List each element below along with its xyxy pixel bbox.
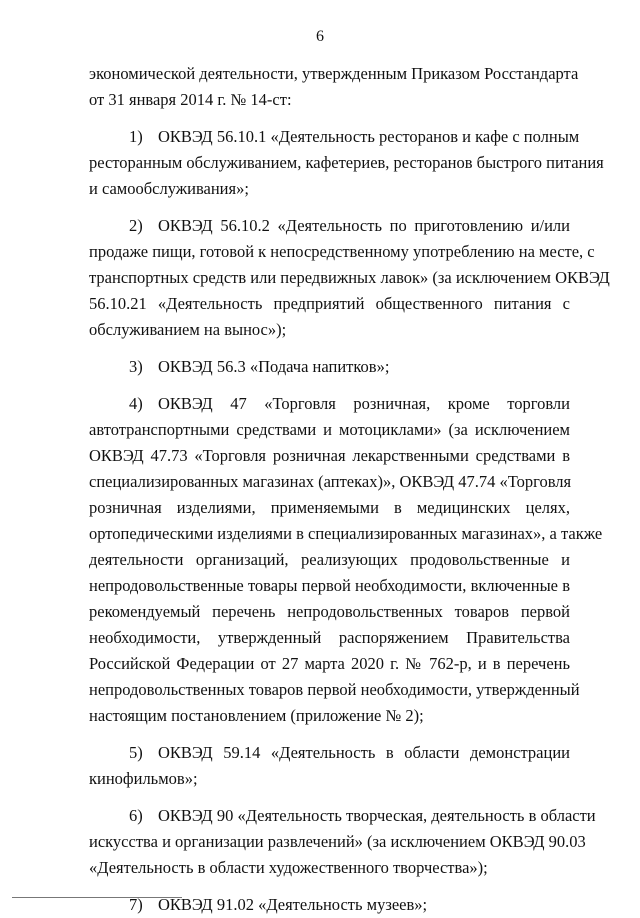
footer-divider xyxy=(12,897,182,898)
list-item-number: 2) xyxy=(129,216,143,235)
text-line: обслуживанием на вынос»); xyxy=(89,320,287,339)
list-item-number: 7) xyxy=(129,895,143,914)
text-line: ОКВЭД 56.10.1 «Деятельность ресторанов и кафе с полным xyxy=(158,127,580,146)
text-line: ОКВЭД 59.14 «Деятельность в области демонстрации xyxy=(158,743,570,762)
page-number: 6 xyxy=(316,28,324,45)
text-line: ОКВЭД 47.73 «Торговля розничная лекарственными средствами в xyxy=(89,446,570,465)
list-item-2 xyxy=(89,213,610,343)
paragraph-intro xyxy=(89,61,579,113)
list-item-1 xyxy=(89,124,604,202)
list-item-7 xyxy=(89,892,570,918)
text-line: ОКВЭД 90 «Деятельность творческая, деятельность в области xyxy=(158,806,596,825)
text-line: деятельности организаций, реализующих продовольственные и xyxy=(89,550,570,569)
text-line: ресторанным обслуживанием, кафетериев, ресторанов быстрого питания xyxy=(89,153,604,172)
text-line: рекомендуемый перечень непродовольственных товаров первой xyxy=(89,602,570,621)
text-line: искусства и организации развлечений» (за исключением ОКВЭД 90.03 xyxy=(89,832,586,851)
text-line: непродовольственные товары первой необходимости, включенные в xyxy=(89,576,570,595)
text-line: «Деятельность в области художественного творчества»); xyxy=(89,858,488,877)
text-line: от 31 января 2014 г. № 14-ст: xyxy=(89,90,292,109)
text-line: необходимости, утвержденный распоряжением Правительства xyxy=(89,628,570,647)
text-line: 56.10.21 «Деятельность предприятий общественного питания с xyxy=(89,294,570,313)
text-line: ОКВЭД 56.10.2 «Деятельность по приготовлению и/или xyxy=(158,216,570,235)
text-line: ОКВЭД 56.3 «Подача напитков»; xyxy=(158,357,390,376)
list-item-5 xyxy=(89,740,570,792)
list-item-6 xyxy=(89,803,596,881)
document-body xyxy=(89,61,610,918)
list-item-number: 3) xyxy=(129,357,143,376)
text-line: непродовольственных товаров первой необходимости, утвержденный xyxy=(89,680,580,699)
text-line: специализированных магазинах (аптеках)», ОКВЭД 47.74 «Торговля xyxy=(89,472,572,491)
list-item-3 xyxy=(89,354,570,380)
list-item-number: 1) xyxy=(129,127,143,146)
text-line: ортопедическими изделиями в специализированных магазинах», а также xyxy=(89,524,603,543)
text-line: розничная изделиями, применяемыми в медицинских целях, xyxy=(89,498,570,517)
list-item-number: 4) xyxy=(129,394,143,413)
text-line: настоящим постановлением (приложение № 2); xyxy=(89,706,424,725)
text-line: автотранспортными средствами и мотоциклами» (за исключением xyxy=(89,420,570,439)
text-line: экономической деятельности, утвержденным Приказом Росстандарта xyxy=(89,64,579,83)
text-line: ОКВЭД 47 «Торговля розничная, кроме торговли xyxy=(158,394,570,413)
text-line: кинофильмов»; xyxy=(89,769,198,788)
text-line: ОКВЭД 91.02 «Деятельность музеев»; xyxy=(158,895,428,914)
text-line: продаже пищи, готовой к непосредственному употреблению на месте, с xyxy=(89,242,595,261)
list-item-number: 6) xyxy=(129,806,143,825)
text-line: Российской Федерации от 27 марта 2020 г. № 762-р, и в перечень xyxy=(89,654,570,673)
list-item-number: 5) xyxy=(129,743,143,762)
text-line: транспортных средств или передвижных лавок» (за исключением ОКВЭД xyxy=(89,268,610,287)
list-item-4 xyxy=(89,391,603,729)
text-line: и самообслуживания»; xyxy=(89,179,249,198)
